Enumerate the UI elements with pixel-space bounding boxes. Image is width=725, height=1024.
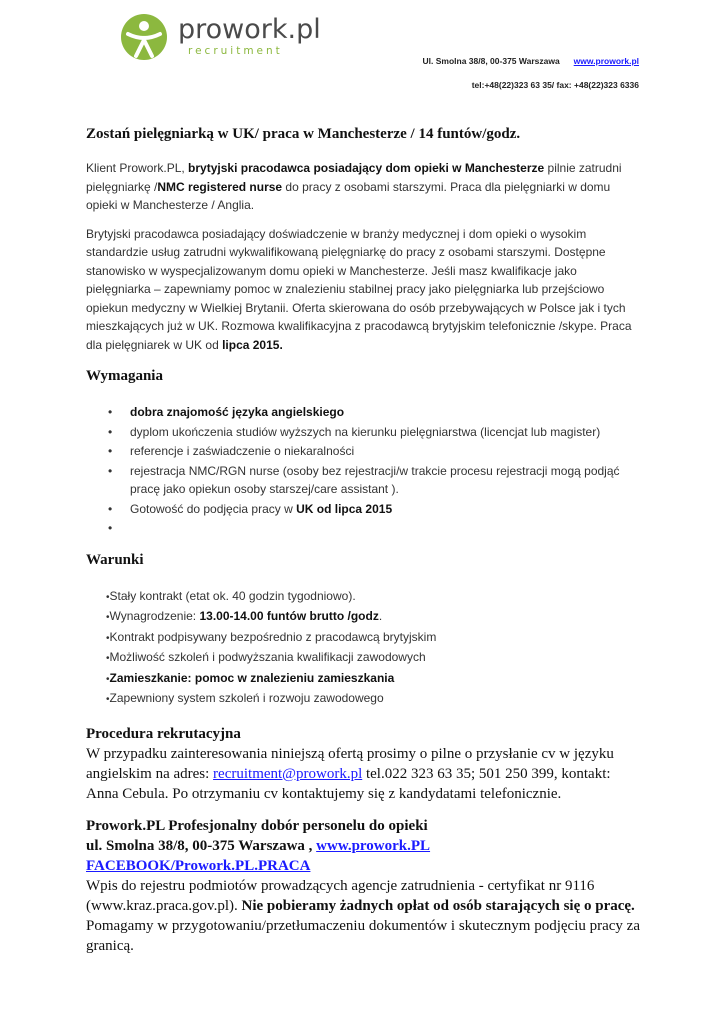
document-body [86,126,642,956]
facebook-link[interactable]: FACEBOOK/Prowork.PL.PRACA [86,857,311,874]
list-item: • rejestracja NMC/RGN nurse (osoby bez rejestracji/w trakcie procesu rejestracji mogą podjąć pracę jako opiekun osoby starszej/care assistant ). [130,462,642,499]
employer-paragraph: Brytyjski pracodawca posiadający doświadczenie w branży medycznej i dom opieki o wysokim standardzie usług zatrudni wykwalifikowaną pielęgniarkę do pracy z osobami starszymi. Dostępne stanowisko w wyspecjalizowanym domu opieki w Manchesterze. Jeśli masz kwalifikacje jako pielęgniarka – zapewniamy pomoc w znalezieniu stabilnej pracy jako pielęgniarka lub przejściowo opiekun medyczny w Wielkiej Brytanii. Oferta skierowana do osób przebywających w Polsce jak i tych mieszkających już w UK. Rozmowa kwalifikacyjna z pracodawcą brytyjskim telefonicznie /skype. Praca dla pielęgniarek w UK od lipca 2015. [86,226,632,352]
header-address: Ul. Smolna 38/8, 00-375 Warszawa [422,56,560,66]
header-address-line [423,56,640,66]
list-item: • Kontrakt podpisywany bezpośrednio z pracodawcą brytyjskim [106,628,642,649]
conditions-heading: Warunki [86,551,144,568]
header-website-link[interactable]: www.prowork.pl [573,56,639,66]
list-item: • dyplom ukończenia studiów wyższych na kierunku pielęgniarstwa (licencjat lub magister) [130,423,642,442]
list-item: • referencje i zaświadczenie o niekaralności [130,442,642,461]
footer-registry-text: Wpis do rejestru podmiotów prowadzących agencje zatrudnienia - certyfikat nr 9116 (www.kraz.praca.gov.pl). Nie pobieramy żadnych opłat od osób starających się o pracę. Pomagamy w przygotowaniu/przetłumaczeniu dokumentów i skutecznym podjęciu pracy za granicą. [86,877,640,954]
header-phone: tel:+48(22)323 63 35/ fax: +48(22)323 6336 [471,80,639,90]
procedure-text: W przypadku zainteresowania niniejszą ofertą prosimy o pilne o przysłanie cv w języku angielskim na adres: recruitment@prowork.pl tel.022 323 63 35; 501 250 399, kontakt: Anna Cebula. Po otrzymaniu cv kontaktujemy się z kandydatami telefonicznie. [86,745,614,802]
procedure-heading: Procedura rekrutacyjna [86,725,241,742]
logo-wordmark: prowork.pl [178,14,321,45]
list-item: • dobra znajomość języka angielskiego [130,403,642,422]
list-item: • Gotowość do podjęcia pracy w UK od lipca 2015 [130,500,642,519]
procedure-section [86,724,642,804]
list-item: • Zapewniony system szkoleń i rozwoju zawodowego [106,689,642,710]
conditions-list [86,587,642,710]
list-item: • Stały kontrakt (etat ok. 40 godzin tygodniowo). [106,587,642,608]
footer-facebook-line [86,856,642,876]
footer-section [86,816,642,956]
page-title: Zostań pielęgniarką w UK/ praca w Manchesterze / 14 funtów/godz. [86,126,521,142]
requirements-heading: Wymagania [86,368,163,384]
list-item: • Wynagrodzenie: 13.00-14.00 funtów brutto /godz. [106,607,642,628]
list-item-empty [130,519,642,538]
footer-website-link[interactable]: www.prowork.PL [316,837,431,854]
logo-subtitle: recruitment [188,45,283,57]
footer-company-line: Prowork.PL Profesjonalny dobór personelu do opieki [86,817,428,834]
list-item: • Możliwość szkoleń i podwyższania kwalifikacji zawodowych [106,648,642,669]
intro-paragraph: Klient Prowork.PL, brytyjski pracodawca posiadający dom opieki w Manchesterze pilnie zatrudni pielęgniarkę /NMC registered nurse do pracy z osobami starszymi. Praca dla pielęgniarki w domu opieki w Manchesterze / Anglia. [86,161,622,212]
footer-address-line: ul. Smolna 38/8, 00-375 Warszawa , www.prowork.PL [86,837,431,854]
recruitment-email-link[interactable]: recruitment@prowork.pl [213,765,363,782]
list-item: • Zamieszkanie: pomoc w znalezieniu zamieszkania [106,669,642,690]
company-logo [116,12,321,62]
requirements-list [86,403,642,538]
prowork-logo-icon [116,12,172,62]
